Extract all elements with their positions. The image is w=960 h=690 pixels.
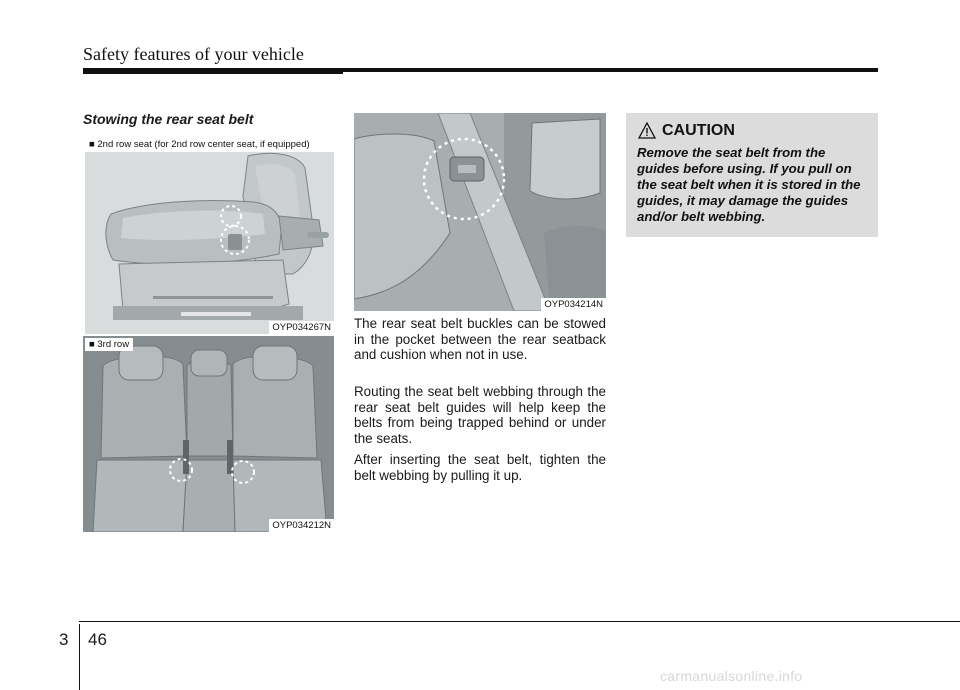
third-row-figure-code: OYP034212N	[269, 519, 334, 532]
footer-rule	[79, 621, 960, 622]
third-row-seat-illustration	[83, 336, 334, 532]
second-row-figure-code: OYP034267N	[269, 321, 334, 334]
header-title: Safety features of your vehicle	[83, 44, 304, 64]
figure-third-row-seat	[83, 336, 334, 532]
body-paragraph-1: The rear seat belt buckles can be stowed in the pocket between the rear seatback and cushion when not in use.	[354, 316, 606, 362]
header-rule-accent	[83, 72, 343, 74]
caution-text: Remove the seat belt from the guides before using. If you pull on the seat belt when it is stored in the guides, it may damage the guides and/or belt webbing.	[637, 145, 861, 224]
section-heading: Stowing the rear seat belt	[83, 111, 254, 127]
page-divider	[79, 624, 80, 690]
body-paragraph-3: After inserting the seat belt, tighten the belt webbing by pulling it up.	[354, 452, 606, 483]
belt-guide-figure-code: OYP034214N	[541, 298, 606, 311]
caution-title: CAUTION	[662, 122, 735, 139]
body-paragraph-2: Routing the seat belt webbing through the rear seat belt guides will help keep the belts from being trapped behind or under the seats.	[354, 384, 606, 446]
watermark: carmanualsonline.info	[660, 668, 803, 684]
belt-guide-illustration	[354, 113, 606, 311]
warning-triangle-icon	[638, 122, 656, 139]
figure-second-row-seat	[83, 136, 334, 334]
caution-box	[626, 113, 878, 237]
second-row-tag: ■ 2nd row seat (for 2nd row center seat, if equipped)	[85, 138, 314, 151]
third-row-tag: ■ 3rd row	[85, 338, 133, 351]
figure-belt-guide	[354, 113, 606, 311]
second-row-seat-illustration	[83, 136, 334, 334]
page-number: 46	[88, 630, 107, 649]
chapter-number: 3	[59, 630, 69, 649]
